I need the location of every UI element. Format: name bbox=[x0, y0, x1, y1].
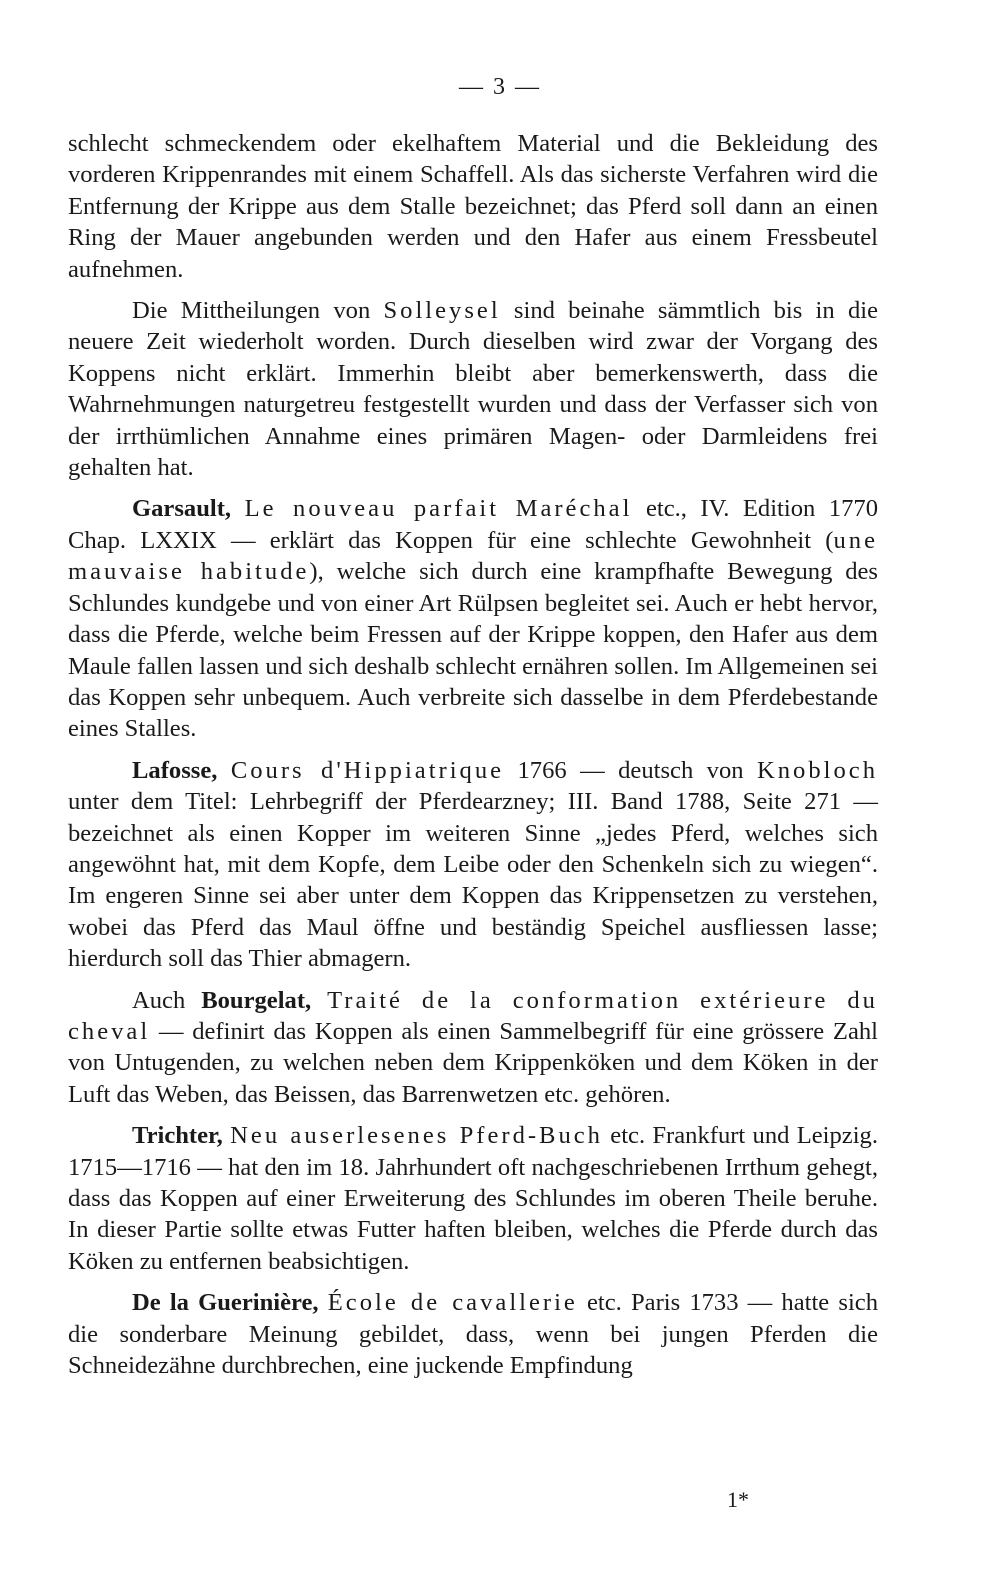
text-run: schlecht schmeckendem oder ekelhaftem Material und die Bekleidung des vorderen Krippenrandes mit einem Schaffell. Als das sicherste Verfahren wird die Entfernung der Krippe aus dem Stalle bezeichnet; das Pferd soll dann an einen Ring der Mauer angebunden werden und den Hafer aus einem Fressbeutel aufnehmen. bbox=[68, 130, 878, 283]
text-run: unter dem Titel: Lehrbegriff der Pferdearzney; III. Band 1788, Seite 271 — bezeichnet als einen Kopper im weiteren Sinne „jedes Pferd, welches sich angewöhnt hat, mit dem Kopfe, dem Leibe oder den Schenkeln sich zu wiegen“. Im engeren Sinne sei aber unter dem Koppen das Krippensetzen zu verstehen, wobei das Pferd das Maul öffne und beständig Speichel ausfliessen lasse; hierdurch soll das Thier abmagern. bbox=[68, 788, 878, 973]
text-run bbox=[311, 987, 327, 1014]
spaced-title: Neu auserlesenes Pferd-Buch bbox=[230, 1122, 603, 1150]
signature-mark: 1* bbox=[727, 1487, 749, 1512]
text-run bbox=[231, 495, 245, 522]
text-body bbox=[68, 128, 878, 1391]
text-run: sind beinahe sämmtlich bis in die neuere Zeit wiederholt worden. Durch dieselben wird zwar der Vorgang des Koppens nicht erklärt. Immerhin bleibt aber bemerkenswerth, dass die Wahrnehmungen naturgetreu festgestellt wurden und dass der Verfasser sich von der irrthümlichen Annahme eines primären Magen- oder Darmleidens frei gehalten hat. bbox=[68, 297, 878, 482]
paragraph bbox=[68, 1287, 878, 1381]
spaced-title: Solleysel bbox=[383, 297, 501, 325]
spaced-title: une mauvaise habitude bbox=[68, 526, 878, 586]
text-run bbox=[217, 757, 230, 784]
paragraph bbox=[68, 493, 878, 744]
author-name: Garsault, bbox=[132, 495, 232, 523]
spaced-title: Knobloch bbox=[757, 756, 878, 784]
text-run: etc. Paris 1733 — hatte sich die sonderbare Meinung gebildet, dass, wenn bei jungen Pferden die Schneidezähne durchbrechen, eine juckende Empfindung bbox=[68, 1289, 879, 1380]
text-run: Die Mittheilungen von bbox=[132, 297, 384, 325]
paragraph bbox=[68, 985, 878, 1111]
text-run: Auch bbox=[132, 986, 202, 1014]
text-run: 1766 — deutsch von bbox=[504, 756, 757, 784]
text-run: ), welche sich durch eine krampfhafte Bewegung des Schlundes kundgebe und von einer Art Rülpsen begleitet sei. Auch er hebt hervor, dass die Pferde, welche beim Fressen auf der Krippe koppen, den Hafer aus dem Maule fallen lassen und sich deshalb schlecht ernähren sollen. Im Allgemeinen sei das Koppen sehr unbequem. Auch verbreite sich dasselbe in dem Pferdebestande eines Stalles. bbox=[68, 558, 878, 743]
text-run: etc. Frankfurt und Leipzig. 1715—1716 — hat den im 18. Jahrhundert oft nachgeschriebenen Irrthum gehegt, dass das Koppen auf einer Erweiterung des Schlundes im oberen Theile beruhe. In dieser Partie sollte etwas Futter haften bleiben, welches die Pferde durch das Köken zu entfernen beabsichtigen. bbox=[68, 1122, 878, 1275]
text-run: etc., IV. Edition 1770 Chap. LXXIX — erklärt das Koppen für eine schlechte Gewohnheit ( bbox=[68, 495, 878, 554]
spaced-title: Traité de la conformation extérieure du cheval bbox=[68, 986, 878, 1045]
paragraph bbox=[68, 1120, 878, 1277]
author-name: Lafosse, bbox=[132, 756, 218, 784]
paragraph bbox=[68, 755, 878, 975]
spaced-title: Cours d'Hippiatrique bbox=[230, 756, 505, 784]
text-run: — definirt das Koppen als einen Sammelbegriff für eine grössere Zahl von Untugenden, zu welchen neben dem Krippenköken und dem Köken in der Luft das Weben, das Beissen, das Barrenwetzen etc. gehören. bbox=[68, 1017, 878, 1108]
author-name: De la Guerinière, bbox=[132, 1289, 319, 1317]
spaced-title: Le nouveau parfait Maréchal bbox=[244, 495, 633, 523]
author-name: Trichter, bbox=[132, 1122, 223, 1150]
text-run bbox=[319, 1289, 328, 1316]
author-name: Bourgelat, bbox=[201, 986, 312, 1014]
page-number-header: — 3 — bbox=[459, 74, 541, 100]
spaced-title: École de cavallerie bbox=[327, 1289, 578, 1317]
paragraph bbox=[68, 128, 878, 285]
paragraph bbox=[68, 295, 878, 483]
